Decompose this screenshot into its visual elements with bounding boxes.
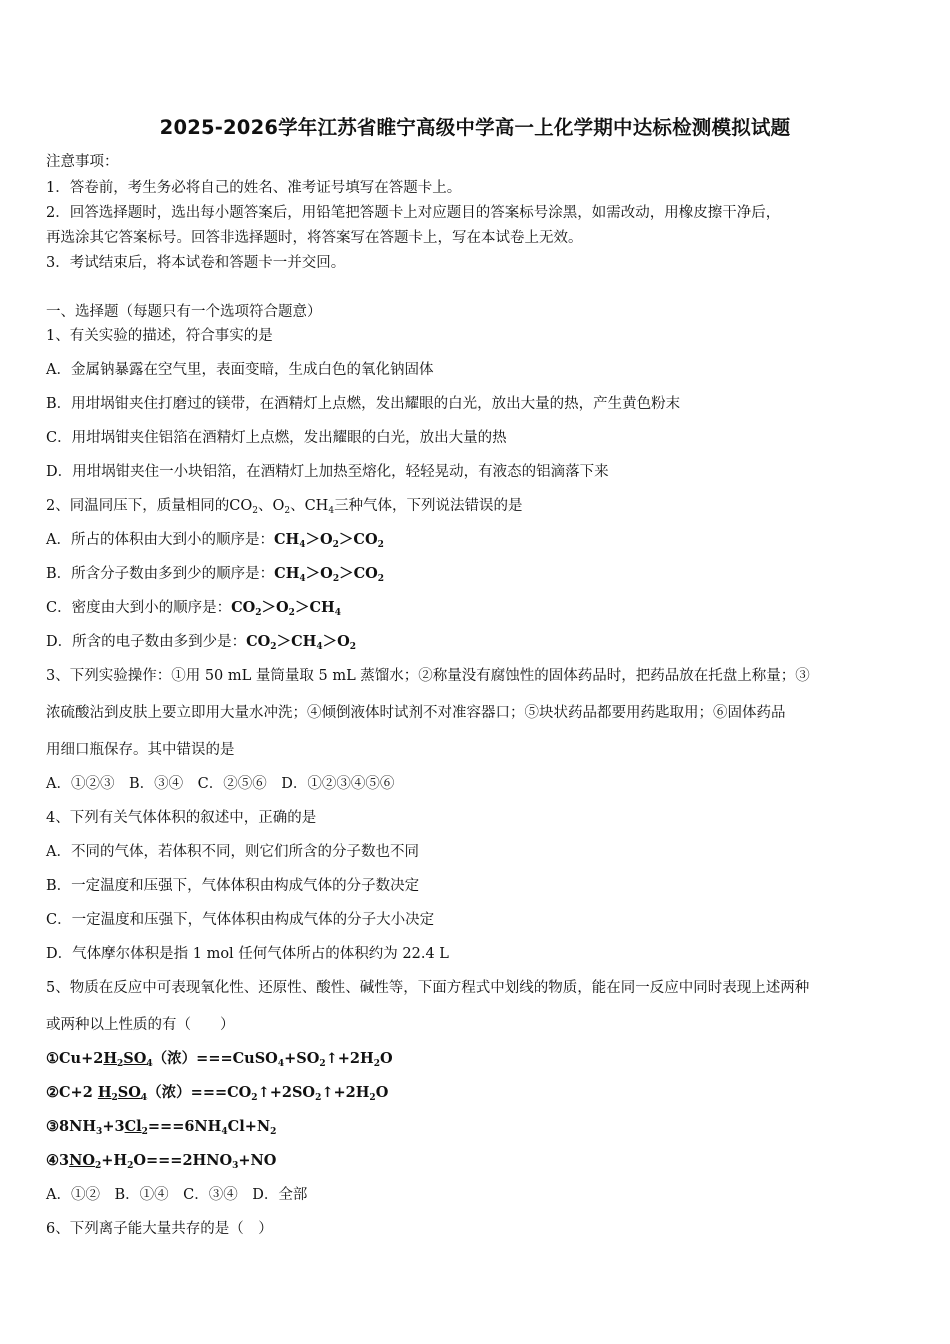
option-a: A．不同的气体，若体积不同，则它们所含的分子数也不同 <box>46 844 419 860</box>
option-c: C．一定温度和压强下，气体体积由构成气体的分子大小决定 <box>46 912 435 928</box>
equation-3: $③8NH_3+3Cl_2===6NH_4Cl+N_2$ <box>46 1118 277 1137</box>
option-a: A．金属钠暴露在空气里，表面变暗，生成白色的氧化钠固体 <box>46 362 434 378</box>
option-a: A．所占的体积由大到小的顺序是：$CH_4>O_2>CO_2$ <box>46 531 384 550</box>
option-d: D．所含的电子数由多到少是：$CO_2>CH_4>O_2$ <box>46 633 356 652</box>
option-d: D．气体摩尔体积是指 1 mol 任何气体所占的体积约为 22.4 L <box>46 946 449 962</box>
equation-2: ②C+2 $H_2SO_4$（浓）$===CO_2↑+2SO_2↑+2H_2O$ <box>46 1084 389 1103</box>
question-stem: 1、有关实验的描述，符合事实的是 <box>46 328 273 344</box>
option-c: C．用坩埚钳夹住铝箔在酒精灯上点燃，发出耀眼的白光，放出大量的热 <box>46 430 507 446</box>
option-b: B．用坩埚钳夹住打磨过的镁带，在酒精灯上点燃，发出耀眼的白光，放出大量的热，产生黄色粉末 <box>46 396 681 412</box>
notice-item: 2．回答选择题时，选出每小题答案后，用铅笔把答题卡上对应题目的答案标号涂黑，如需改动，用橡皮擦干净后， <box>46 205 781 221</box>
question-stem: 5、物质在反应中可表现氧化性、还原性、酸性、碱性等，下面方程式中划线的物质，能在同一反应中同时表现上述两种 <box>46 980 810 996</box>
question-stem: 浓硫酸沾到皮肤上要立即用大量水冲洗；④倾倒液体时试剂不对准容器口；⑤块状药品都要用药匙取用；⑥固体药品 <box>46 705 786 721</box>
option-d: D．用坩埚钳夹住一小块铝箔，在酒精灯上加热至熔化，轻轻晃动，有液态的铝滴落下来 <box>46 464 609 480</box>
option-b: B．一定温度和压强下，气体体积由构成气体的分子数决定 <box>46 878 420 894</box>
question-stem: 2、同温同压下，质量相同的$CO_2$、$O_2$、$CH_4$三种气体，下列说法错误的是 <box>46 498 523 516</box>
question-stem: 3、下列实验操作：①用 50 mL 量筒量取 5 mL 蒸馏水；②称量没有腐蚀性的固体药品时，把药品放在托盘上称量；③ <box>46 668 810 684</box>
page-title: 2025-2026学年江苏省睢宁高级中学高一上化学期中达标检测模拟试题 <box>159 116 791 139</box>
notice-item: 3．考试结束后，将本试卷和答题卡一并交回。 <box>46 255 346 271</box>
question-stem: 4、下列有关气体体积的叙述中，正确的是 <box>46 810 317 826</box>
options-row: A．①②③ B．③④ C．②⑤⑥ D．①②③④⑤⑥ <box>46 776 395 792</box>
option-c: C．密度由大到小的顺序是：$CO_2>O_2>CH_4$ <box>46 599 341 618</box>
notice-heading: 注意事项： <box>46 154 119 170</box>
question-stem: 或两种以上性质的有（ ） <box>46 1017 235 1033</box>
options-row: A．①② B．①④ C．③④ D．全部 <box>46 1187 308 1203</box>
notice-item: 再选涂其它答案标号。回答非选择题时，将答案写在答题卡上，写在本试卷上无效。 <box>46 230 583 246</box>
section-heading: 一、选择题（每题只有一个选项符合题意） <box>46 304 322 320</box>
option-b: B．所含分子数由多到少的顺序是：$CH_4>O_2>CO_2$ <box>46 565 385 584</box>
equation-1: $①Cu+2H_2SO_4$（浓）$===CuSO_4+SO_2↑+2H_2O$ <box>46 1050 393 1069</box>
equation-4: $④3NO_2+H_2O===2HNO_3+NO$ <box>46 1152 277 1171</box>
question-stem: 6、下列离子能大量共存的是（ ） <box>46 1221 273 1237</box>
question-stem: 用细口瓶保存。其中错误的是 <box>46 742 235 758</box>
notice-item: 1．答卷前，考生务必将自己的姓名、准考证号填写在答题卡上。 <box>46 180 462 196</box>
